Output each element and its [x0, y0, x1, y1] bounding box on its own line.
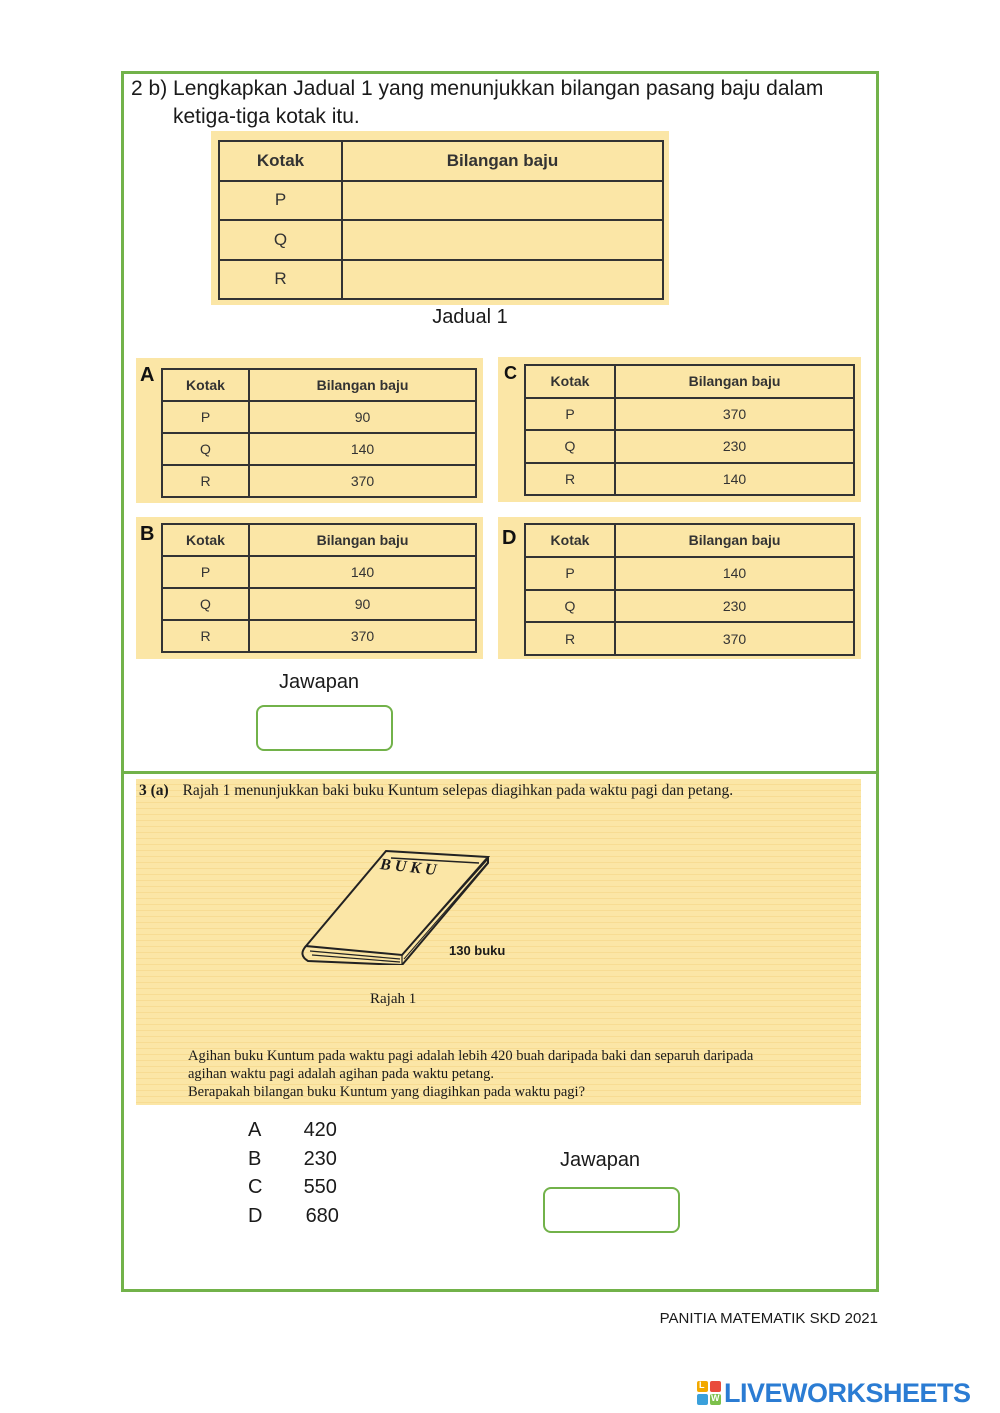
choice-value: 230: [303, 1147, 337, 1170]
table-row: [525, 557, 854, 590]
choice-value: 680: [305, 1204, 339, 1227]
paragraph-line: Berapakah bilangan buku Kuntum yang diagihkan pada waktu pagi?: [188, 1084, 586, 1100]
jadual-1-panel: [211, 131, 669, 305]
choice-item[interactable]: [248, 1205, 339, 1234]
table-cell: 140: [615, 557, 854, 590]
table-row: [525, 463, 854, 496]
table-caption: Jadual 1: [432, 306, 508, 328]
empty-cell: [342, 220, 663, 260]
table-header-row: [525, 365, 854, 398]
table-cell: P: [219, 181, 342, 221]
logo-mark-icon: [697, 1381, 721, 1405]
table-cell: Q: [162, 588, 249, 620]
choice-letter: B: [248, 1147, 262, 1170]
choice-item[interactable]: [248, 1148, 339, 1177]
option-c-table: [524, 364, 855, 496]
answer-input-q2[interactable]: [256, 705, 393, 751]
table-header-cell: Bilangan baju: [249, 524, 476, 556]
option-d-panel[interactable]: [498, 517, 861, 659]
answer-label: Jawapan: [279, 671, 360, 693]
table-cell: P: [525, 557, 615, 590]
table-row: [162, 620, 476, 652]
option-a-panel[interactable]: [136, 358, 483, 503]
table-header-cell: Bilangan baju: [615, 524, 854, 557]
logo-letter: L: [699, 1380, 705, 1390]
table-cell: Q: [162, 433, 249, 465]
table-cell: Q: [219, 220, 342, 260]
paragraph-line: Agihan buku Kuntum pada waktu pagi adalah lebih 420 buah daripada baki dan separuh daripada: [188, 1048, 754, 1064]
table-header-cell: Kotak: [162, 369, 249, 401]
table-row: [162, 433, 476, 465]
choice-letter: A: [248, 1119, 262, 1141]
table-header-cell: Bilangan baju: [615, 365, 854, 398]
table-cell: 230: [615, 590, 854, 623]
question-3-panel: [136, 779, 861, 1105]
table-cell: R: [219, 260, 342, 300]
table-header-cell: Kotak: [525, 524, 615, 557]
table-row: [219, 220, 663, 260]
choice-item[interactable]: [248, 1176, 339, 1205]
question-2-text: [131, 75, 871, 131]
table-cell: Q: [525, 590, 615, 623]
table-row: [219, 181, 663, 221]
paragraph-line: agihan waktu pagi adalah agihan pada waktu petang.: [188, 1066, 494, 1082]
choice-value: 420: [303, 1119, 337, 1141]
option-letter: B: [140, 523, 155, 545]
option-letter: D: [502, 527, 517, 549]
table-cell: 140: [249, 556, 476, 588]
table-cell: R: [525, 622, 615, 655]
table-header-cell: Bilangan baju: [249, 369, 476, 401]
table-row: [162, 556, 476, 588]
answer-input-q3[interactable]: [543, 1187, 680, 1233]
book-title: B U K U: [379, 856, 438, 879]
empty-cell: [342, 260, 663, 300]
table-cell: P: [162, 556, 249, 588]
table-cell: 140: [249, 433, 476, 465]
table-row: [525, 430, 854, 463]
table-cell: 140: [615, 463, 854, 496]
choice-letter: D: [248, 1204, 263, 1227]
option-b-panel[interactable]: [136, 517, 483, 659]
option-letter: C: [504, 363, 517, 383]
option-b-table: [161, 523, 477, 653]
table-cell: 370: [615, 398, 854, 431]
table-row: [219, 260, 663, 300]
question-3-paragraph: [188, 1047, 753, 1101]
jadual-1-table: [218, 140, 664, 300]
table-row: [162, 465, 476, 497]
figure-caption: Rajah 1: [370, 991, 417, 1007]
table-header-row: [219, 141, 663, 181]
table-cell: 370: [615, 622, 854, 655]
option-d-table: [524, 523, 855, 656]
table-header-row: [162, 524, 476, 556]
book-count-label: 130 buku: [449, 943, 506, 958]
option-letter: A: [140, 364, 155, 386]
choice-list: [248, 1119, 339, 1233]
table-cell: P: [525, 398, 615, 431]
footer-credit: PANITIA MATEMATIK SKD 2021: [659, 1310, 878, 1327]
choice-letter: C: [248, 1176, 263, 1198]
question-2-line1: 2 b) Lengkapkan Jadual 1 yang menunjukkan bilangan pasang baju dalam: [131, 77, 824, 100]
table-header-row: [525, 524, 854, 557]
table-cell: R: [162, 620, 249, 652]
table-cell: 90: [249, 588, 476, 620]
table-cell: 90: [249, 401, 476, 433]
table-cell: 230: [615, 430, 854, 463]
table-header-cell: Kotak: [525, 365, 615, 398]
question-3-intro: Rajah 1 menunjukkan baki buku Kuntum selepas diagihkan pada waktu pagi dan petang.: [182, 782, 734, 799]
choice-item[interactable]: [248, 1119, 339, 1148]
table-row: [525, 398, 854, 431]
table-row: [162, 588, 476, 620]
option-c-panel[interactable]: [498, 357, 861, 502]
table-row: [525, 590, 854, 623]
table-cell: R: [525, 463, 615, 496]
brand-name: LIVEWORKSHEETS: [724, 1378, 971, 1408]
question-2-line2: ketiga-tiga kotak itu.: [173, 105, 360, 128]
table-row: [162, 401, 476, 433]
question-3-number: 3 (a): [139, 782, 169, 799]
table-header-cell: Bilangan baju: [342, 141, 663, 181]
option-a-table: [161, 368, 477, 498]
table-cell: P: [162, 401, 249, 433]
table-cell: R: [162, 465, 249, 497]
table-header-cell: Kotak: [219, 141, 342, 181]
table-cell: Q: [525, 430, 615, 463]
choice-value: 550: [303, 1176, 337, 1198]
empty-cell: [342, 181, 663, 221]
answer-label: Jawapan: [560, 1149, 641, 1171]
table-header-row: [162, 369, 476, 401]
table-cell: 370: [249, 465, 476, 497]
table-row: [525, 622, 854, 655]
table-header-cell: Kotak: [162, 524, 249, 556]
table-cell: 370: [249, 620, 476, 652]
logo-letter: W: [711, 1393, 720, 1403]
